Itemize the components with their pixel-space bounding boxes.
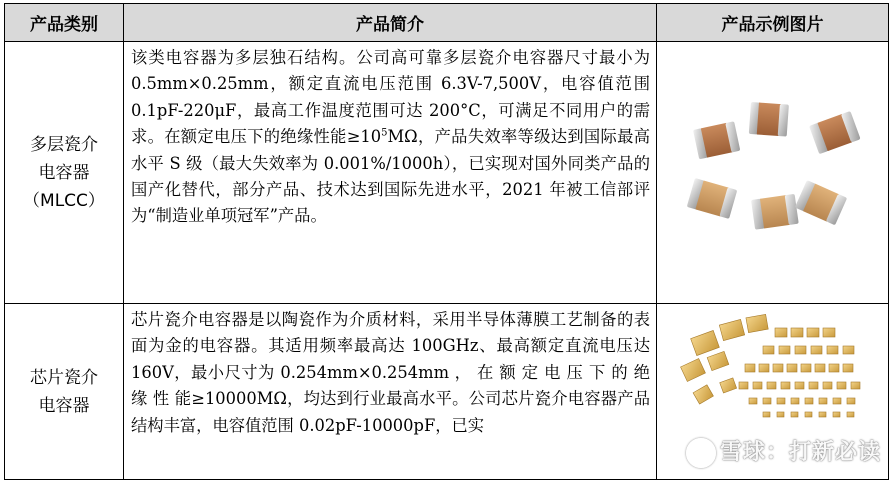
header-category: 产品类别: [5, 4, 124, 42]
watermark: [686, 435, 881, 468]
table-row: [5, 42, 889, 304]
description-cell: [124, 42, 657, 304]
category-cell: [5, 42, 124, 304]
category-line: 多层瓷介: [30, 134, 98, 155]
exponent: 5: [381, 127, 388, 139]
description-text: 该类电容器为多层独石结构。公司高可靠多层瓷介电容器尺寸最小为 0.5mm×0.25mm，额定直流电压范围 6.3V-7,500V，电容值范围 0.1pF-220μF，最高工作温度范围可达 200°C，可满足不同用户的需求。在额定电压下的绝缘性能≥10: [131, 48, 650, 147]
header-row: [5, 4, 889, 42]
category-line: （MLCC）: [23, 190, 105, 211]
header-description: 产品简介: [124, 4, 657, 42]
mlcc-chip-capacitors-photo: [673, 96, 873, 246]
category-cell: [5, 304, 124, 480]
description-text: 芯片瓷介电容器是以陶瓷作为介质材料，采用半导体薄膜工艺制备的表面为金的电容器。其适用频率最高达 100GHz、最高额定直流电压达 160V，最小尺寸为 0.254mm×0.254mm ， 在 额 定 电 压 下 的 绝 缘 性 能≥10000MΩ，均达到行业最高水平。公司芯片瓷介电容器产品结构丰富，电容值范围 0.02pF-10000pF，已实: [131, 310, 650, 435]
category-line: 电容器: [38, 395, 90, 416]
product-table: [4, 3, 889, 480]
category-line: 芯片瓷介: [30, 367, 98, 388]
description-text: MΩ，产品失效率等级达到国际最高水平 S 级（最大失效率为 0.001%/1000h），已实现对国外同类产品的国产化替代，部分产品、技术达到国际先进水平，2021 年被工信部评为“制造业单项冠军”产品。: [131, 127, 650, 226]
watermark-text: 雪球：打新必读: [719, 440, 881, 465]
snowball-logo-icon: [686, 438, 716, 468]
category-line: 电容器: [38, 162, 90, 183]
image-cell: [657, 42, 889, 304]
description-cell: [124, 304, 657, 480]
header-image: 产品示例图片: [657, 4, 889, 42]
